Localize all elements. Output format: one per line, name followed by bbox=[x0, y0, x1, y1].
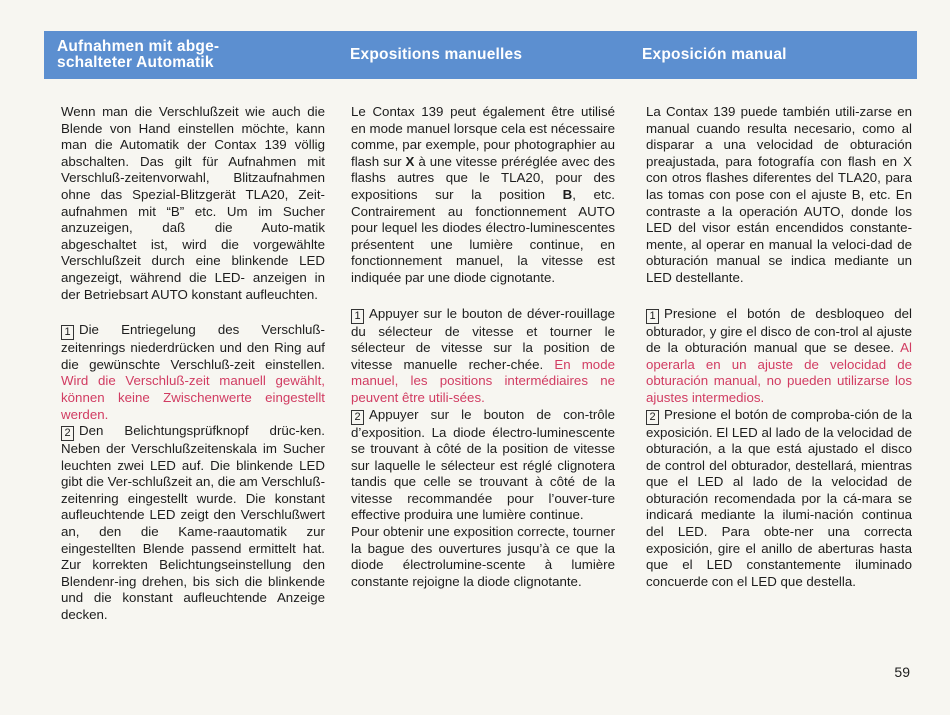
page-number: 59 bbox=[894, 664, 910, 680]
german-step-2-text: Den Belichtungsprüfknopf drüc-ken. Neben der Verschlußzeitenskala im Sucher leuchten zwei LED auf. Die blinkende LED gibt die Ver-schlußzeit an, die am Verschluß-zeitenring eingestellt wurde. Die konstant aufleuchtende LED zeigt den Verschlußwert an, den die Kame-raautomatik zur eingestellten Blende passend ermittelt hat. Zur korrekten Belichtungseinstellung den Blendenr-ing drehen, bis sich die blinkende und die konstant aufleuchtende Anzeige decken. bbox=[61, 423, 325, 623]
step-number-1: 1 bbox=[61, 325, 74, 340]
french-closing: Pour obtenir une exposition correcte, tourner la bague des ouvertures jusqu’à ce que la diode électrolumine-scente à lumière constante rejoigne la diode clignotante. bbox=[351, 524, 615, 589]
french-intro bbox=[351, 104, 615, 287]
german-step-1-text: Die Entriegelung des Verschluß-zeitenrings niederdrücken und den Ring auf die gewünschte Verschluß-zeit einstellen. bbox=[61, 322, 325, 372]
step-number-1: 1 bbox=[646, 309, 659, 324]
german-step-1-note: Wird die Verschluß-zeit manuell gewählt, können keine Zwischenwerte eingestellt werden. bbox=[61, 373, 325, 422]
step-number-1: 1 bbox=[351, 309, 364, 324]
french-step-2 bbox=[351, 407, 615, 525]
french-step-1 bbox=[351, 306, 615, 407]
column-spanish bbox=[646, 104, 912, 590]
french-intro-x: X bbox=[405, 153, 415, 169]
german-step-1 bbox=[61, 322, 325, 423]
header-spanish: Exposición manual bbox=[642, 46, 787, 63]
spanish-intro: La Contax 139 puede también utili-zarse en manual cuando resulta necesario, como al disparar a una velocidad de obturación preajustada, para fotografía con flash en X con otros flashes diferentes del TLA20, para las tomas con pose con el ajuste B, etc. En contraste a la operación AUTO, donde los LED del visor están encendidos constante-mente, al operar en manual la veloci-dad de obturación manual se indica mediante un LED destellante. bbox=[646, 104, 912, 285]
french-intro-part-c: , etc. Contrairement au fonctionnement AUTO pour lequel les diodes électro-luminescentes présentent une lumière continue, en fonctionnement manuel, la vitesse est indiquée par une diode cignotante. bbox=[351, 186, 615, 285]
german-intro: Wenn man die Verschlußzeit wie auch die Blende von Hand einstellen möchte, kann man die Automatik der Contax 139 völlig abschalten. Das gilt für Aufnahmen mit Verschluß-zeitenvorwahl, Blitzaufnahmen ohne das Spezial-Blitzgerät TLA20, Zeit-aufnahmen mit “B” etc. Um im Sucher anzuzeigen, daß die Auto-matik abgeschaltet ist, wird die vorgewählte Verschlußzeit durch eine blinkende LED angezeigt, während die LED- anzeigen in der Betriebsart AUTO konstant aufleuchten. bbox=[61, 104, 325, 302]
step-number-2: 2 bbox=[351, 410, 364, 425]
german-step-2 bbox=[61, 423, 325, 624]
section-header-bar bbox=[44, 31, 917, 79]
spanish-step-2-text: Presione el botón de comproba-ción de la exposición. El LED al lado de la velocidad de obturación, a la que está ajustado el disco de control del obturador, destellará, mientras que el LED al lado de la velocidad de obturación recomendada por la cá-mara se indicará mediante la ilumi-nación continua del LED. Para obte-ner una correcta exposición, gire el anillo de aberturas hasta que el LED constantemente iluminado concuerde con el LED que destella. bbox=[646, 406, 912, 589]
french-intro-part-b: à une vitesse préréglée avec des flashs autres que le TLA20, pour des expositions sur la position bbox=[351, 153, 615, 202]
step-number-2: 2 bbox=[61, 426, 74, 441]
french-intro-part-a: Le Contax 139 peut également être utilisé en mode manuel lorsque cela est nécessaire comme, par exemple, pour photographier au flash sur bbox=[351, 104, 615, 169]
spanish-step-1 bbox=[646, 306, 912, 407]
column-german bbox=[61, 104, 325, 624]
step-number-2: 2 bbox=[646, 410, 659, 425]
french-intro-b-position: B bbox=[562, 186, 573, 202]
header-french: Expositions manuelles bbox=[350, 46, 523, 63]
spanish-step-2 bbox=[646, 407, 912, 591]
column-french bbox=[351, 104, 615, 590]
header-german: Aufnahmen mit abge- schalteter Automatik bbox=[57, 38, 220, 71]
french-step-2-text: Appuyer sur le bouton de con-trôle d’exposition. La diode électro-luminescente se trouvant à côté de la position de vitesse sur laquelle le sélecteur est réglé clignotera tandis que celle se trouvant à côté de la vitesse recommandée pour l’ouver-ture effective produira une lumière continue. bbox=[351, 406, 615, 523]
spanish-step-1-note: Al operarla en un ajuste de velocidad de obturación manual, no pueden utilizarse los ajustes intermedios. bbox=[646, 340, 912, 405]
french-step-1-note: En mode manuel, les positions intermédiaires ne peuvent être utili-sées. bbox=[351, 356, 615, 405]
spanish-step-1-text: Presione el botón de desbloqueo del obturador, y gire el disco de con-trol al ajuste de la obturación manual que se desee. bbox=[646, 305, 912, 356]
french-step-1-text: Appuyer sur le bouton de déver-rouillage du sélecteur de vitesse et tourner le sélecteur de vitesse sur la position de vitesse manuelle recher-chée. bbox=[351, 305, 615, 372]
